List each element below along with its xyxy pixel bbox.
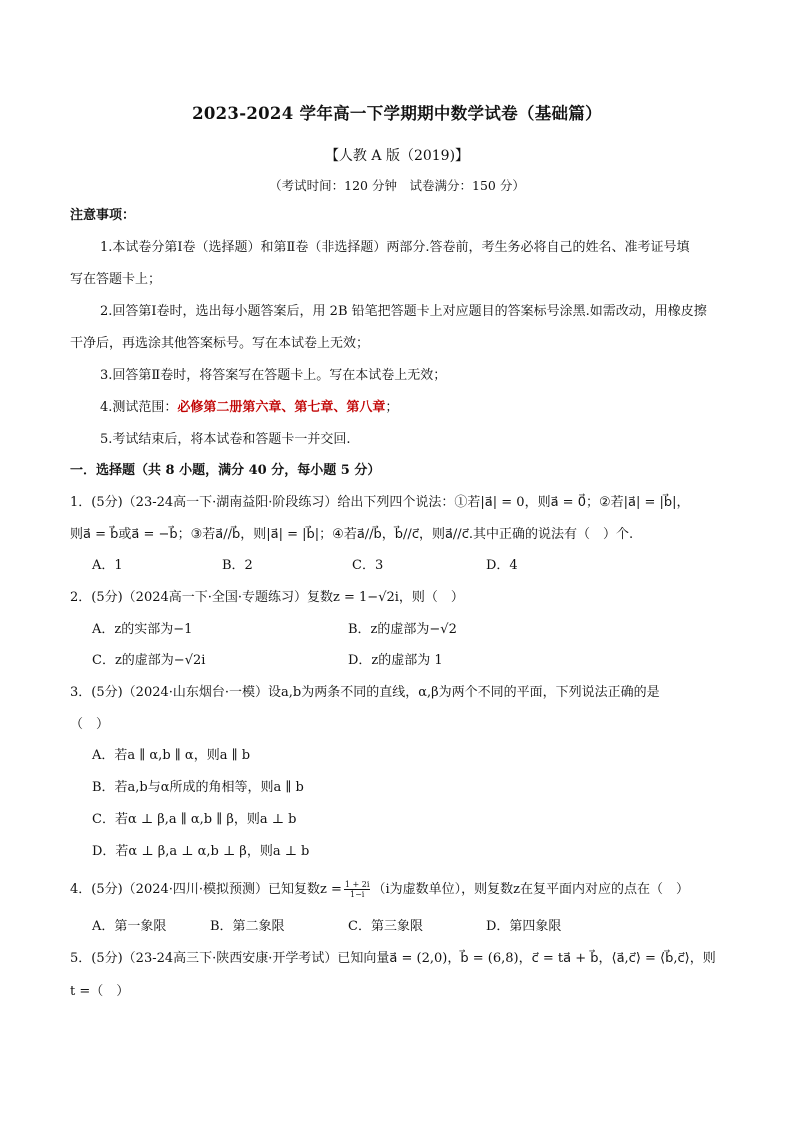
q2-option-d[interactable]: D．z的虚部为 1 bbox=[348, 653, 443, 668]
q2-option-b[interactable]: B．z的虚部为−√2 bbox=[348, 622, 457, 637]
notice-item-5: 5.考试结束后，将本试卷和答题卡一并交回. bbox=[100, 432, 351, 447]
notice-heading: 注意事项： bbox=[70, 208, 136, 223]
notice-item-2: 2.回答第Ⅰ卷时，选出每小题答案后，用 2B 铅笔把答题卡上对应题目的答案标号涂黑.如需改动，用橡皮擦 bbox=[100, 304, 707, 319]
q4-fraction bbox=[344, 880, 371, 899]
notice-item-3: 3.回答第Ⅱ卷时，将答案写在答题卡上。写在本试卷上无效； bbox=[100, 368, 447, 383]
q1-option-a[interactable]: A．1 bbox=[92, 558, 123, 573]
q3-option-b[interactable]: B．若a,b与α所成的角相等，则a ∥ b bbox=[92, 780, 304, 795]
q4-fraction-denominator: 1−i bbox=[350, 890, 365, 899]
notice-item-2-cont: 干净后，再选涂其他答案标号。写在本试卷上无效； bbox=[70, 336, 370, 351]
question-5-cont: t =（ ） bbox=[70, 984, 130, 999]
question-5: 5．(5分)（23-24高三下·陕西安康·开学考试）已知向量a⃗ = (2,0)，b⃗ = (6,8)，c⃗ = ta⃗ + b⃗，⟨a⃗,c⃗⟩ = ⟨b⃗,c⃗⟩，则 bbox=[70, 951, 716, 966]
question-3: 3．(5分)（2024·山东烟台·一模）设a,b为两条不同的直线，α,β为两个不同的平面，下列说法正确的是 bbox=[70, 685, 660, 700]
q3-option-c[interactable]: C．若α ⊥ β,a ∥ α,b ∥ β，则a ⊥ b bbox=[92, 812, 297, 827]
notice-item-4-suffix: ； bbox=[385, 400, 399, 415]
q4-option-a[interactable]: A．第一象限 bbox=[92, 919, 167, 934]
exam-info: （考试时间：120 分钟 试卷满分：150 分） bbox=[269, 178, 525, 193]
q3-option-a[interactable]: A．若a ∥ α,b ∥ α，则a ∥ b bbox=[92, 748, 251, 763]
test-scope: 必修第二册第六章、第七章、第八章 bbox=[177, 400, 386, 415]
q2-option-a[interactable]: A．z的实部为−1 bbox=[92, 622, 193, 637]
exam-title: 2023-2024 学年高一下学期期中数学试卷（基础篇） bbox=[192, 104, 602, 123]
q4-option-d[interactable]: D．第四象限 bbox=[486, 919, 562, 934]
edition-label: 【人教 A 版（2019)】 bbox=[324, 148, 470, 164]
q4-option-c[interactable]: C．第三象限 bbox=[348, 919, 423, 934]
q3-option-d[interactable]: D．若α ⊥ β,a ⊥ α,b ⊥ β，则a ⊥ b bbox=[92, 844, 310, 859]
notice-item-4-prefix: 4.测试范围： bbox=[100, 400, 178, 415]
question-1: 1．(5分)（23-24高一下·湖南益阳·阶段练习）给出下列四个说法：①若|a⃗| = 0，则a⃗ = 0⃗；②若|a⃗| = |b⃗|， bbox=[70, 495, 690, 510]
question-4 bbox=[70, 880, 689, 900]
notice-item-4 bbox=[100, 398, 398, 418]
q4-prefix: 4．(5分)（2024·四川·模拟预测）已知复数z = bbox=[70, 882, 342, 897]
q2-option-c[interactable]: C．z的虚部为−√2i bbox=[92, 653, 206, 668]
section-heading: 一．选择题（共 8 小题，满分 40 分，每小题 5 分） bbox=[70, 463, 381, 478]
q4-option-b[interactable]: B．第二象限 bbox=[210, 919, 285, 934]
q1-option-d[interactable]: D．4 bbox=[486, 558, 518, 573]
q4-suffix: （i为虚数单位），则复数z在复平面内对应的点在（ ） bbox=[372, 882, 689, 897]
notice-item-1-cont: 写在答题卡上； bbox=[70, 272, 162, 287]
question-1-cont: 则a⃗ = b⃗或a⃗ = −b⃗；③若a⃗//b⃗，则|a⃗| = |b⃗|；④若a⃗//b⃗，b⃗//c⃗，则a⃗//c⃗.其中正确的说法有（ ）个. bbox=[70, 527, 634, 542]
q4-fraction-numerator: 1 + 2i bbox=[344, 880, 370, 889]
question-2: 2．(5分)（2024高一下·全国·专题练习）复数z = 1−√2i，则（ ） bbox=[70, 590, 464, 605]
question-3-cont: （ ） bbox=[70, 717, 110, 732]
q1-option-b[interactable]: B．2 bbox=[222, 558, 253, 573]
notice-item-1: 1.本试卷分第Ⅰ卷（选择题）和第Ⅱ卷（非选择题）两部分.答卷前，考生务必将自己的姓名、准考证号填 bbox=[100, 240, 690, 255]
q1-option-c[interactable]: C．3 bbox=[352, 558, 384, 573]
